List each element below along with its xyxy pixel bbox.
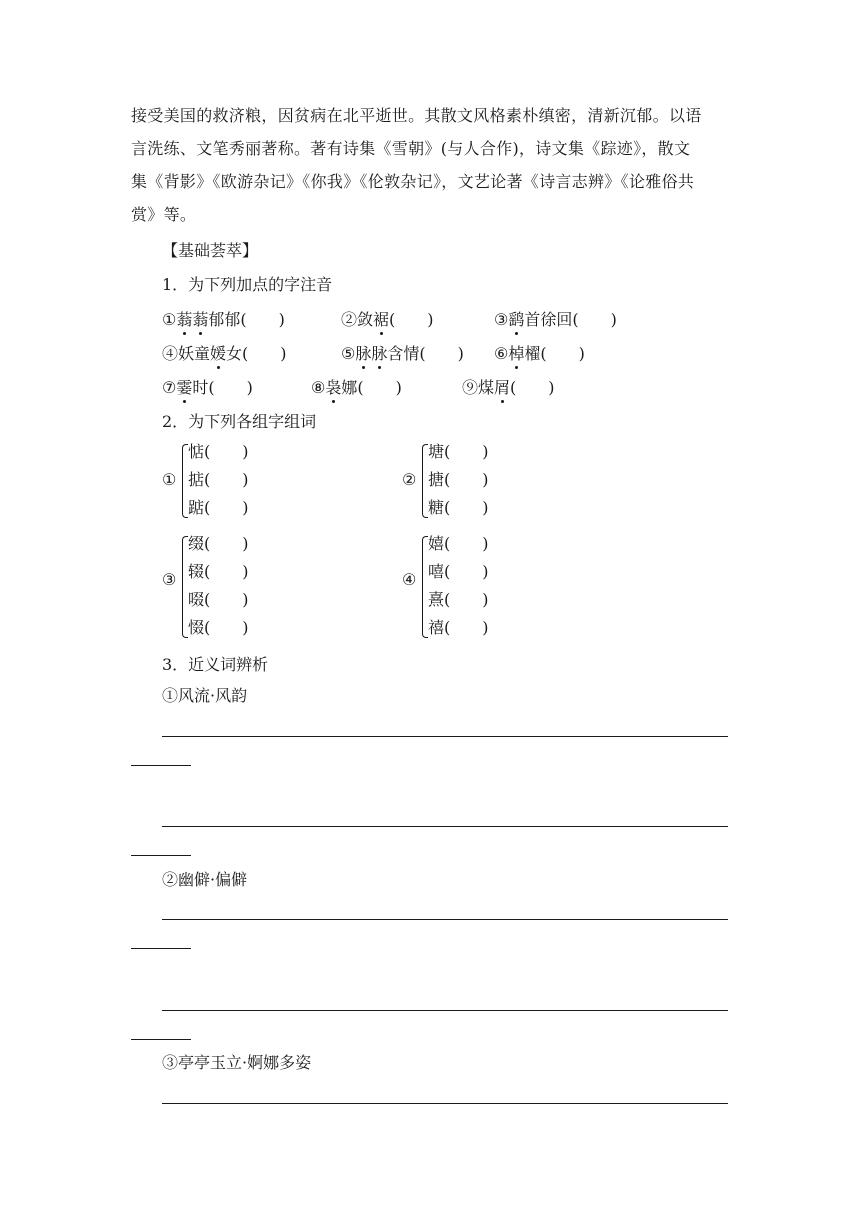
q1-item-9: ⑨煤屑( ) [462,378,555,397]
answer-line[interactable] [162,919,728,920]
group-item: 掂( ) [188,470,249,489]
answer-line[interactable] [162,1010,728,1011]
group-item: 嘻( ) [428,562,489,581]
q3-item-3: ③亭亭玉立·婀娜多姿 [162,1053,312,1072]
group-item: 熹( ) [428,590,489,609]
group-number: ④ [402,570,417,589]
group-number: ② [402,470,417,489]
answer-line-tail[interactable] [131,948,191,949]
q1-item-4: ④妖童媛女( ) [162,344,287,363]
answer-line-tail[interactable] [131,1039,191,1040]
q3-item-1: ①风流·风韵 [162,686,248,705]
group-item: 塘( ) [428,442,489,461]
q1-item-1: ①蓊蓊郁郁( ) [162,310,285,329]
intro-line-2: 言洗练、文笔秀丽著称。著有诗集《雪朝》(与人合作)，诗文集《踪迹》，散文 [131,139,691,158]
intro-paragraph [131,99,731,231]
section-title: 【基础荟萃】 [162,241,259,260]
question-1-title: 1．为下列加点的字注音 [162,275,333,294]
q1-item-6: ⑥棹櫂( ) [494,344,585,363]
group-item: 惙( ) [188,618,249,637]
answer-line-tail[interactable] [131,855,191,856]
answer-line[interactable] [162,736,728,737]
intro-line-1: 接受美国的救济粮，因贫病在北平逝世。其散文风格素朴缜密，清新沉郁。以语 [131,106,702,125]
q1-item-7: ⑦霎时( ) [162,378,253,397]
group-item: 禧( ) [428,618,489,637]
answer-line[interactable] [162,1103,728,1104]
group-item: 惦( ) [188,442,249,461]
group-item: 踮( ) [188,498,249,517]
q1-item-8: ⑧袅娜( ) [311,378,402,397]
question-2-title: 2．为下列各组字组词 [162,412,317,431]
group-number: ③ [162,570,177,589]
group-item: 嬉( ) [428,534,489,553]
group-number: ① [162,470,177,489]
group-item: 缀( ) [188,534,249,553]
answer-line[interactable] [162,826,728,827]
intro-line-4: 赏》等。 [131,205,197,224]
answer-line-tail[interactable] [131,765,191,766]
intro-line-3: 集《背影》《欧游杂记》《你我》《伦敦杂记》，文艺论著《诗言志辨》《论雅俗共 [131,172,695,191]
q1-item-3: ③鹞首徐回( ) [494,310,617,329]
q1-item-5: ⑤脉脉含情( ) [341,344,464,363]
q3-item-2: ②幽僻·偏僻 [162,870,248,889]
group-item: 啜( ) [188,590,249,609]
group-item: 搪( ) [428,470,489,489]
q1-item-2: ②敛裾( ) [341,310,434,329]
question-3-title: 3．近义词辨析 [162,655,269,674]
group-item: 辍( ) [188,562,249,581]
group-item: 糖( ) [428,498,489,517]
